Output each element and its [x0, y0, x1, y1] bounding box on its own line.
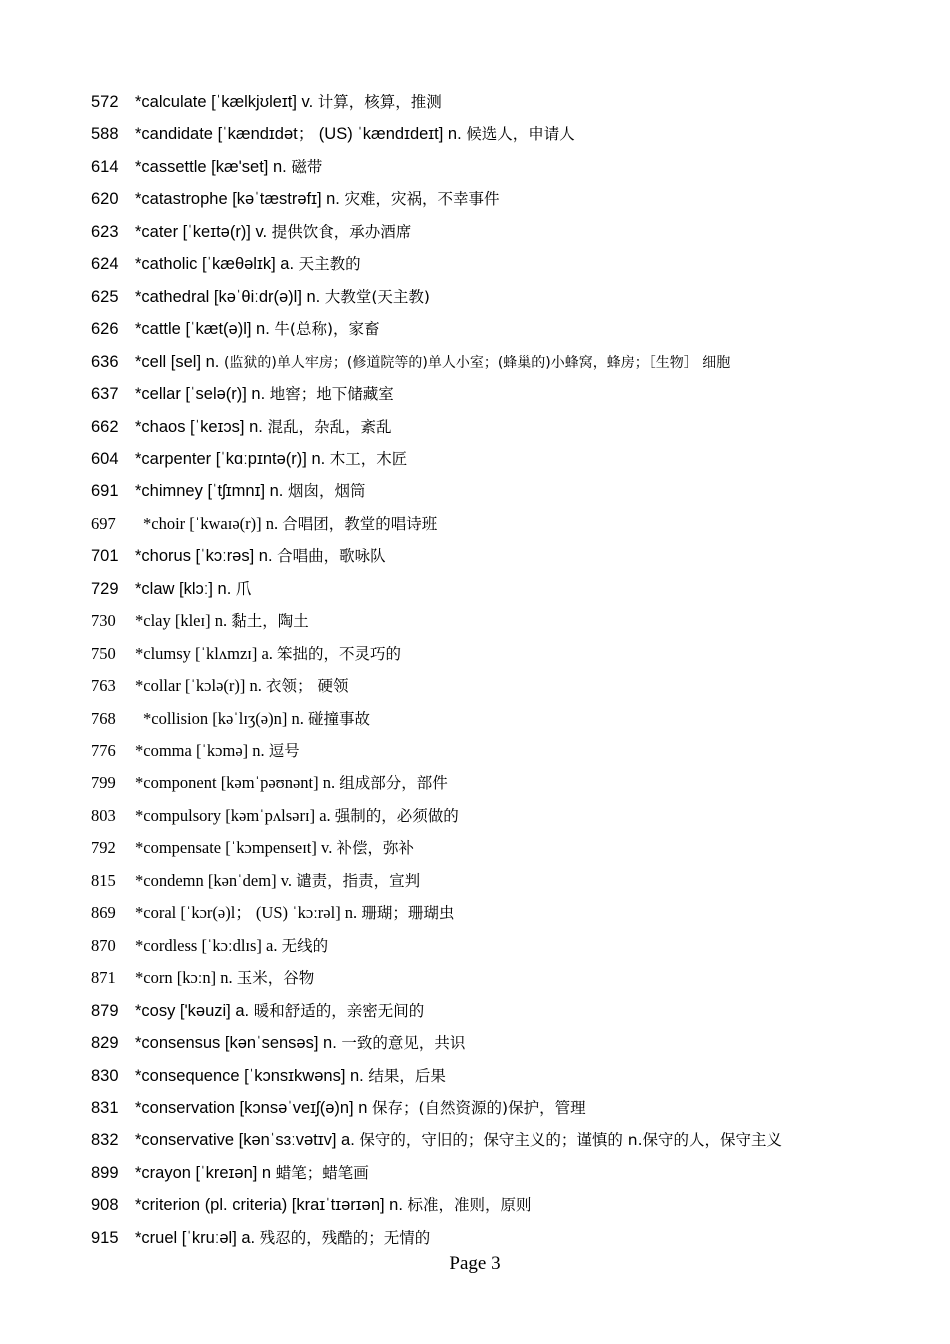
- list-item: [91, 836, 921, 860]
- list-item: [91, 317, 921, 341]
- entry-definition: 合唱团，教堂的唱诗班: [282, 514, 438, 533]
- entry-number: 697: [91, 513, 116, 533]
- entry-headword: *consequence [ˈkɔnsɪkwəns] n.: [135, 1066, 364, 1085]
- entry-definition: 保守的，守旧的；保守主义的；谨慎的 n.保守的人，保守主义: [359, 1131, 783, 1150]
- entry-headword: *condemn [kənˈdem] v.: [135, 870, 292, 890]
- list-item: [91, 187, 921, 211]
- list-item: [91, 90, 921, 114]
- entry-headword: *choir [ˈkwaɪə(r)] n.: [143, 513, 279, 533]
- list-item: [91, 609, 921, 633]
- list-item: [91, 999, 921, 1023]
- entry-number: 624: [91, 255, 119, 274]
- list-item: [91, 544, 921, 568]
- list-item: [91, 966, 921, 990]
- entry-headword: *carpenter [ˈkɑːpɪntə(r)] n.: [135, 449, 326, 468]
- entry-definition: 逗号: [268, 742, 300, 760]
- list-item: [91, 512, 921, 536]
- list-item: [91, 771, 921, 795]
- entry-definition: 补偿，弥补: [336, 839, 414, 858]
- entry-number: 799: [91, 773, 116, 793]
- entry-definition: 一致的意见，共识: [341, 1034, 466, 1053]
- entry-definition: 提供饮食，承办酒席: [271, 222, 412, 241]
- entry-definition: 衣领； 硬领: [266, 677, 349, 696]
- entry-definition: 候选人，申请人: [466, 125, 575, 144]
- entry-definition: 天主教的: [298, 255, 361, 274]
- entry-headword: *cater [ˈkeɪtə(r)] v.: [135, 222, 268, 241]
- entry-headword: *clay [kleɪ] n.: [135, 611, 228, 631]
- entry-definition: 黏土，陶土: [231, 612, 309, 631]
- entry-definition: 牛(总称)，家畜: [274, 320, 380, 339]
- list-item: [91, 122, 921, 146]
- entry-number: 701: [91, 547, 119, 566]
- entry-number: 662: [91, 417, 119, 436]
- entry-definition: 地窖；地下储藏室: [269, 385, 394, 404]
- entry-number: 831: [91, 1098, 119, 1117]
- list-item: [91, 804, 921, 828]
- entry-number: 768: [91, 708, 116, 728]
- entry-headword: *cell [sel] n.: [135, 352, 220, 371]
- entry-number: 588: [91, 125, 119, 144]
- entry-headword: *crayon [ˈkreɪən] n: [135, 1163, 272, 1182]
- entry-definition: 木工，木匠: [329, 449, 408, 468]
- page-number: Page 3: [449, 1253, 501, 1274]
- entry-headword: *cathedral [kəˈθiːdr(ə)l] n.: [135, 287, 321, 306]
- entry-headword: *compensate [ˈkɔmpenseɪt] v.: [135, 838, 333, 858]
- entry-number: 869: [91, 903, 116, 923]
- entry-definition: 珊瑚；珊瑚虫: [361, 904, 455, 923]
- entry-definition: 玉米，谷物: [236, 969, 315, 988]
- entry-definition: 标准，准则，原则: [407, 1196, 532, 1215]
- entry-definition: 磁带: [291, 157, 323, 176]
- entry-definition: 保存；(自然资源的)保护，管理: [372, 1098, 586, 1117]
- entry-definition: 混乱，杂乱，紊乱: [267, 417, 392, 436]
- entry-definition: 灾难，灾祸，不幸事件: [344, 190, 500, 209]
- entry-headword: *calculate [ˈkælkjʊleɪt] v.: [135, 93, 314, 111]
- list-item: [91, 1128, 921, 1152]
- entry-definition: 组成部分，部件: [339, 774, 448, 793]
- entry-headword: *chorus [ˈkɔːrəs] n.: [135, 547, 273, 566]
- entry-number: 636: [91, 352, 119, 371]
- entry-number: 908: [91, 1196, 119, 1215]
- entry-headword: *cruel [ˈkruːəl] a.: [135, 1228, 256, 1247]
- entry-definition: 碰撞事故: [307, 709, 370, 728]
- entry-number: 830: [91, 1066, 119, 1085]
- entry-number: 879: [91, 1001, 119, 1020]
- entry-headword: *claw [klɔː] n.: [135, 579, 232, 598]
- entry-definition: 大教堂(天主教): [324, 287, 430, 306]
- entry-headword: *chaos [ˈkeɪɔs] n.: [135, 417, 263, 436]
- entry-number: 815: [91, 870, 116, 890]
- entry-definition: 蜡笔；蜡笔画: [275, 1163, 369, 1182]
- entry-definition: (监狱的)单人牢房；(修道院等的)单人小室；(蜂巢的)小蜂窝，蜂房；［生物］ 细胞: [223, 354, 731, 371]
- entry-headword: *catastrophe [kəˈtæstrəfɪ] n.: [135, 190, 340, 209]
- entry-number: 620: [91, 190, 119, 209]
- entry-number: 899: [91, 1163, 119, 1182]
- entry-number: 915: [91, 1228, 119, 1247]
- entry-headword: *corn [kɔːn] n.: [135, 968, 233, 988]
- entry-number: 871: [91, 968, 116, 988]
- entry-number: 870: [91, 935, 116, 955]
- list-item: [91, 382, 921, 406]
- entry-number: 730: [91, 611, 116, 631]
- list-item: [91, 252, 921, 276]
- entry-headword: *cosy ['kəuzi] a.: [135, 1001, 250, 1020]
- entry-number: 614: [91, 157, 119, 176]
- entry-definition: 无线的: [281, 936, 329, 955]
- entry-number: 829: [91, 1034, 119, 1053]
- list-item: [91, 642, 921, 666]
- entry-number: 604: [91, 449, 119, 468]
- entry-definition: 暖和舒适的，亲密无间的: [253, 1001, 425, 1020]
- entry-number: 691: [91, 482, 119, 501]
- list-item: [91, 220, 921, 244]
- entry-definition: 爪: [235, 579, 252, 598]
- entry-headword: *candidate [ˈkændɪdət； (US) ˈkændɪdeɪt] n.: [135, 125, 462, 144]
- entry-number: 572: [91, 93, 119, 111]
- list-item: [91, 1031, 921, 1055]
- entry-headword: *cassettle [kæ'set] n.: [135, 157, 287, 176]
- entry-headword: *collision [kəˈlɪʒ(ə)n] n.: [143, 708, 304, 728]
- entry-headword: *clumsy [ˈklʌmzɪ] a.: [135, 643, 273, 663]
- entry-headword: *conservative [kənˈsɜːvətɪv] a.: [135, 1131, 355, 1150]
- list-item: [91, 415, 921, 439]
- entry-number: 803: [91, 805, 116, 825]
- list-item: [91, 1193, 921, 1217]
- entry-headword: *component [kəmˈpəʊnənt] n.: [135, 773, 336, 793]
- entry-number: 792: [91, 838, 116, 858]
- list-item: [91, 479, 921, 503]
- list-item: [91, 934, 921, 958]
- entry-headword: *catholic [ˈkæθəlɪk] a.: [135, 255, 295, 274]
- entry-headword: *cattle [ˈkæt(ə)l] n.: [135, 320, 270, 339]
- list-item: [91, 901, 921, 925]
- entry-headword: *collar [ˈkɔlə(r)] n.: [135, 676, 262, 696]
- entry-headword: *comma [ˈkɔmə] n.: [135, 741, 265, 760]
- list-item: [91, 285, 921, 309]
- entry-number: 625: [91, 287, 119, 306]
- list-item: [91, 1226, 921, 1250]
- entry-definition: 谴责，指责，宣判: [296, 871, 421, 890]
- entry-number: 626: [91, 320, 119, 339]
- list-item: [91, 707, 921, 731]
- list-item: [91, 674, 921, 698]
- entry-number: 729: [91, 579, 119, 598]
- entry-definition: 笨拙的，不灵巧的: [277, 644, 402, 663]
- entry-definition: 计算，核算，推测: [317, 93, 442, 111]
- entry-definition: 强制的，必须做的: [334, 806, 459, 825]
- entry-headword: *consensus [kənˈsensəs] n.: [135, 1034, 337, 1053]
- entry-headword: *coral [ˈkɔr(ə)l； (US) ˈkɔːrəl] n.: [135, 903, 358, 923]
- list-item: [91, 155, 921, 179]
- list-item: [91, 1096, 921, 1120]
- list-item: [91, 1161, 921, 1185]
- entry-number: 776: [91, 741, 116, 760]
- entry-number: 763: [91, 676, 116, 696]
- entry-headword: *criterion (pl. criteria) [kraɪˈtɪərɪən] n.: [135, 1196, 403, 1215]
- entry-headword: *cellar [ˈselə(r)] n.: [135, 385, 266, 404]
- entry-definition: 残忍的，残酷的；无情的: [259, 1228, 431, 1247]
- entry-headword: *cordless [ˈkɔːdlɪs] a.: [135, 935, 278, 955]
- entry-number: 750: [91, 643, 116, 663]
- list-item: [91, 869, 921, 893]
- entry-headword: *conservation [kɔnsəˈveɪʃ(ə)n] n: [135, 1098, 368, 1117]
- entry-number: 637: [91, 385, 119, 404]
- entry-number: 623: [91, 222, 119, 241]
- entry-definition: 合唱曲，歌咏队: [277, 547, 386, 566]
- list-item: [91, 350, 921, 374]
- entry-number: 832: [91, 1131, 119, 1150]
- list-item: [91, 739, 921, 763]
- list-item: [91, 447, 921, 471]
- list-item: [91, 577, 921, 601]
- entry-definition: 结果，后果: [368, 1066, 446, 1085]
- entry-headword: *compulsory [kəmˈpʌlsərɪ] a.: [135, 805, 331, 825]
- entry-definition: 烟囱，烟筒: [287, 482, 366, 501]
- entry-headword: *chimney [ˈtʃɪmnɪ] n.: [135, 482, 284, 501]
- list-item: [91, 1064, 921, 1088]
